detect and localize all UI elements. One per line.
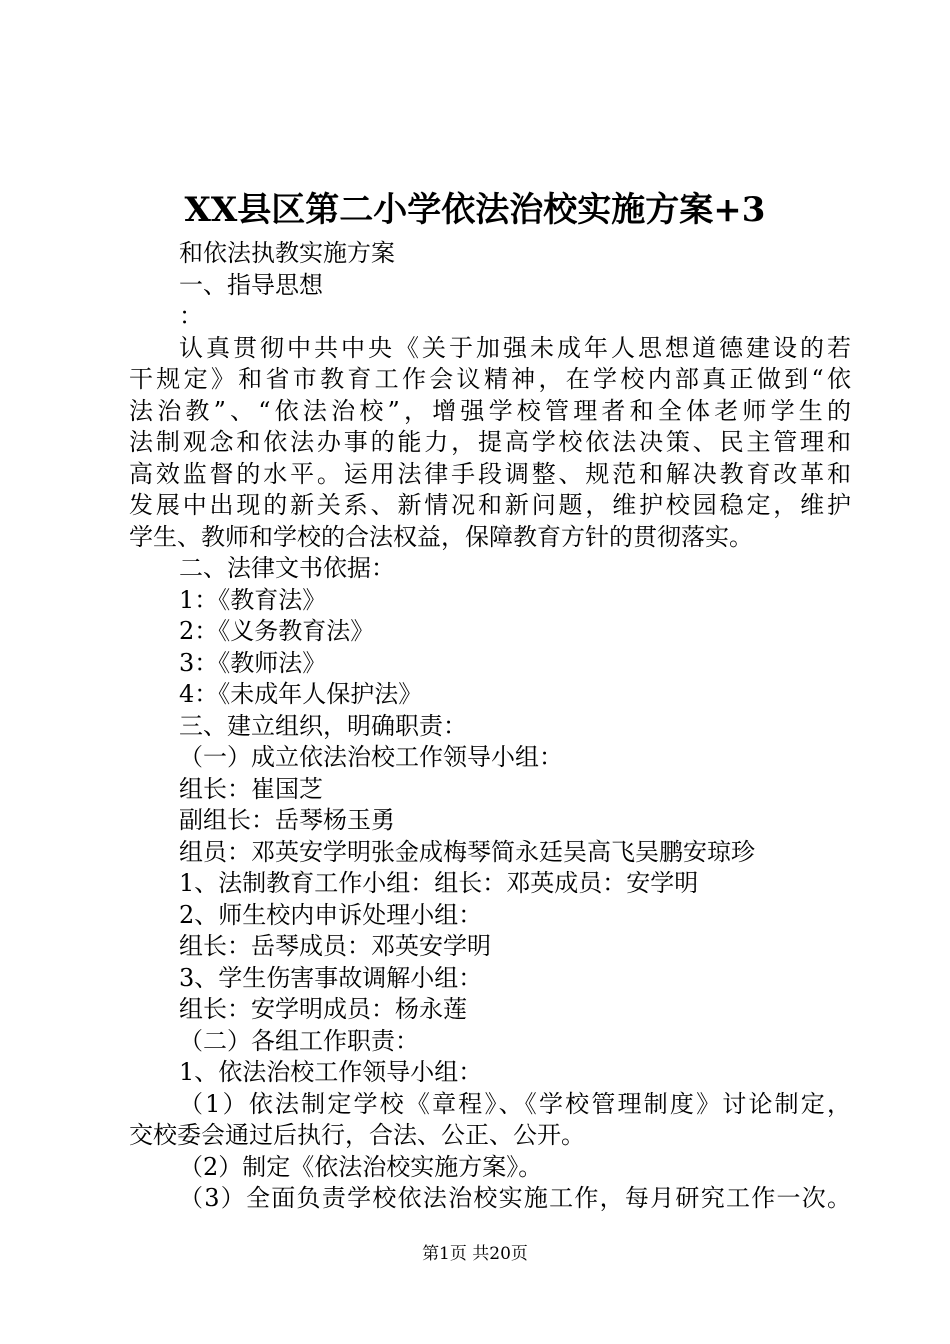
paragraph-line: 高效监督的水平。运用法律手段调整、规范和解决教育改革和 xyxy=(129,459,851,488)
body-line: ： xyxy=(179,302,203,330)
body-line: 组长：岳琴成员：邓英安学明 xyxy=(179,932,491,960)
paragraph-line: 干规定》和省市教育工作会议精神，在学校内部真正做到“依 xyxy=(129,365,851,393)
subsection-heading: （一）成立依法治校工作领导小组： xyxy=(179,743,563,771)
paragraph-line: 法治教”、“依法治校”，增强学校管理者和全体老师学生的 xyxy=(129,396,851,425)
paragraph-line: 发展中出现的新关系、新情况和新问题，维护校园稳定，维护 xyxy=(129,491,851,519)
subsection-heading: （二）各组工作职责： xyxy=(179,1026,419,1055)
paragraph-line: 学生、教师和学校的合法权益，保障教育方针的贯彻落实。 xyxy=(129,522,753,551)
body-line: 组长：崔国芝 xyxy=(179,774,323,803)
body-line: 和依法执教实施方案 xyxy=(179,239,395,267)
body-line: （2）制定《依法治校实施方案》。 xyxy=(179,1152,543,1181)
body-line: 组员：邓英安学明张金成梅琴简永廷吴高飞吴鹏安琼珍 xyxy=(179,837,755,866)
section-heading: 三、建立组织，明确职责： xyxy=(179,711,467,740)
paragraph-line: 认真贯彻中共中央《关于加强未成年人思想道德建设的若 xyxy=(179,333,851,362)
body-line: 副组长：岳琴杨玉勇 xyxy=(179,806,395,834)
page-footer: 第1页 共20页 xyxy=(422,1244,528,1264)
section-heading: 二、法律文书依据： xyxy=(179,554,395,582)
list-item: 4：《未成年人保护法》 xyxy=(179,680,423,708)
body-line: 1、依法治校工作领导小组： xyxy=(179,1058,483,1086)
section-heading: 一、指导思想 xyxy=(179,270,323,299)
body-line: 2、师生校内申诉处理小组： xyxy=(179,900,483,929)
body-line: 3、学生伤害事故调解小组： xyxy=(179,963,483,992)
body-line: （3）全面负责学校依法治校实施工作，每月研究工作一次。 xyxy=(179,1184,851,1212)
document-body xyxy=(129,238,851,1215)
list-item: 1：《教育法》 xyxy=(179,585,327,614)
paragraph-line: 交校委会通过后执行，合法、公正、公开。 xyxy=(129,1121,585,1149)
list-item: 3：《教师法》 xyxy=(179,648,327,677)
body-line: 1、法制教育工作小组：组长：邓英成员：安学明 xyxy=(179,869,699,897)
document-title: XX县区第二小学依法治校实施方案+3 xyxy=(184,190,766,230)
body-line: 组长：安学明成员：杨永莲 xyxy=(179,995,467,1023)
paragraph-line: 法制观念和依法办事的能力，提高学校依法决策、民主管理和 xyxy=(129,428,851,456)
paragraph-line: （1）依法制定学校《章程》、《学校管理制度》讨论制定， xyxy=(179,1089,851,1118)
list-item: 2：《义务教育法》 xyxy=(179,617,375,645)
